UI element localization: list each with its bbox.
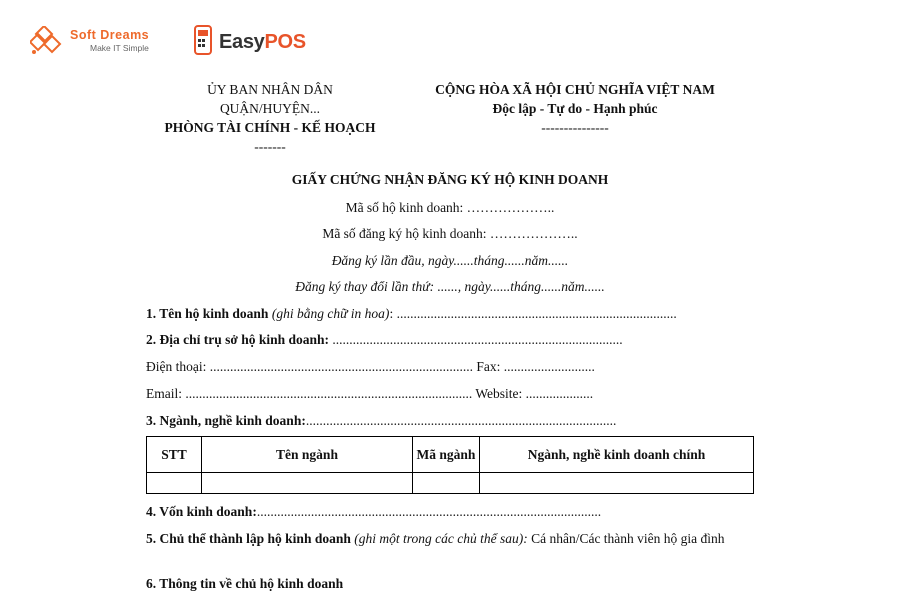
pos-terminal-icon (193, 24, 213, 56)
table-row (147, 473, 754, 494)
item5-label: 5. Chủ thể thành lập hộ kinh doanh (146, 531, 351, 546)
registration-code: Mã số đăng ký hộ kinh doanh: ……………….. (322, 226, 578, 241)
item5-rest: Cá nhân/Các thành viên hộ gia đình (527, 531, 725, 546)
authority-divider: ------- (254, 139, 286, 154)
item-business-address (146, 331, 756, 348)
item4-label: 4. Vốn kinh doanh: (146, 504, 257, 519)
table-cell (147, 473, 202, 494)
logo-area (30, 24, 330, 64)
authority-line1: ỦY BAN NHÂN DÂN (207, 82, 333, 97)
softdreams-logo (30, 24, 190, 60)
email-website-line: Email: ..................................................................................... Website: .................... (146, 386, 594, 401)
item6-label: 6. Thông tin về chủ hộ kinh doanh (146, 576, 344, 591)
first-registration: Đăng ký lần đầu, ngày......tháng......năm...... (331, 253, 569, 268)
item1-note: (ghi bằng chữ in hoa) (271, 306, 390, 321)
document-title: GIẤY CHỨNG NHẬN ĐĂNG KÝ HỘ KINH DOANH (291, 172, 609, 187)
national-divider: --------------- (541, 120, 609, 135)
item2-dots: ...................................................................................... (329, 332, 623, 347)
change-registration: Đăng ký thay đổi lần thứ: ......, ngày......tháng......năm...... (295, 279, 605, 294)
easypos-part1: Easy (219, 31, 265, 53)
softdreams-name: Soft Dreams (70, 28, 150, 42)
item4-dots: ...................................................................................................... (256, 504, 602, 519)
item1-label: 1. Tên hộ kinh doanh (146, 306, 269, 321)
item1-dots: : ................................................................................... (389, 306, 677, 321)
authority-line2: QUẬN/HUYỆN... (219, 101, 321, 116)
softdreams-mark-icon (30, 26, 62, 56)
item2-label: 2. Địa chỉ trụ sở hộ kinh doanh: (146, 332, 330, 347)
easypos-logo (193, 24, 333, 60)
table-cell (480, 473, 754, 494)
item5-note: (ghi một trong các chủ thể sau): (354, 531, 528, 546)
phone-fax-line: Điện thoại: .............................................................................. Fax: ........................... (146, 359, 595, 374)
col-ten-nganh: Tên ngành (202, 437, 413, 473)
national-motto: Độc lập - Tự do - Hạnh phúc (492, 101, 658, 116)
table-cell (413, 473, 480, 494)
item-owner-info (146, 575, 756, 592)
table-cell (202, 473, 413, 494)
business-code: Mã số hộ kinh doanh: ……………….. (345, 200, 555, 215)
item-founder (146, 530, 746, 547)
item3-label: 3. Ngành, nghề kinh doanh: (146, 413, 306, 428)
col-ma-nganh: Mã ngành (413, 437, 480, 473)
item-business-lines (146, 412, 756, 429)
table-header-row (147, 437, 754, 473)
easypos-wordmark (219, 31, 306, 54)
item-business-name (146, 305, 756, 322)
col-stt: STT (147, 437, 202, 473)
col-nganh-chinh: Ngành, nghề kinh doanh chính (480, 437, 754, 473)
item-capital (146, 503, 756, 520)
header-left (140, 80, 400, 156)
business-lines-table (146, 436, 754, 494)
easypos-part2: POS (264, 31, 306, 53)
header-right (420, 80, 730, 137)
authority-department: PHÒNG TÀI CHÍNH - KẾ HOẠCH (164, 120, 376, 135)
item3-dots: ............................................................................................ (305, 413, 617, 428)
softdreams-tagline: Make IT Simple (90, 43, 149, 53)
national-title: CỘNG HÒA XÃ HỘI CHỦ NGHĨA VIỆT NAM (435, 82, 715, 97)
